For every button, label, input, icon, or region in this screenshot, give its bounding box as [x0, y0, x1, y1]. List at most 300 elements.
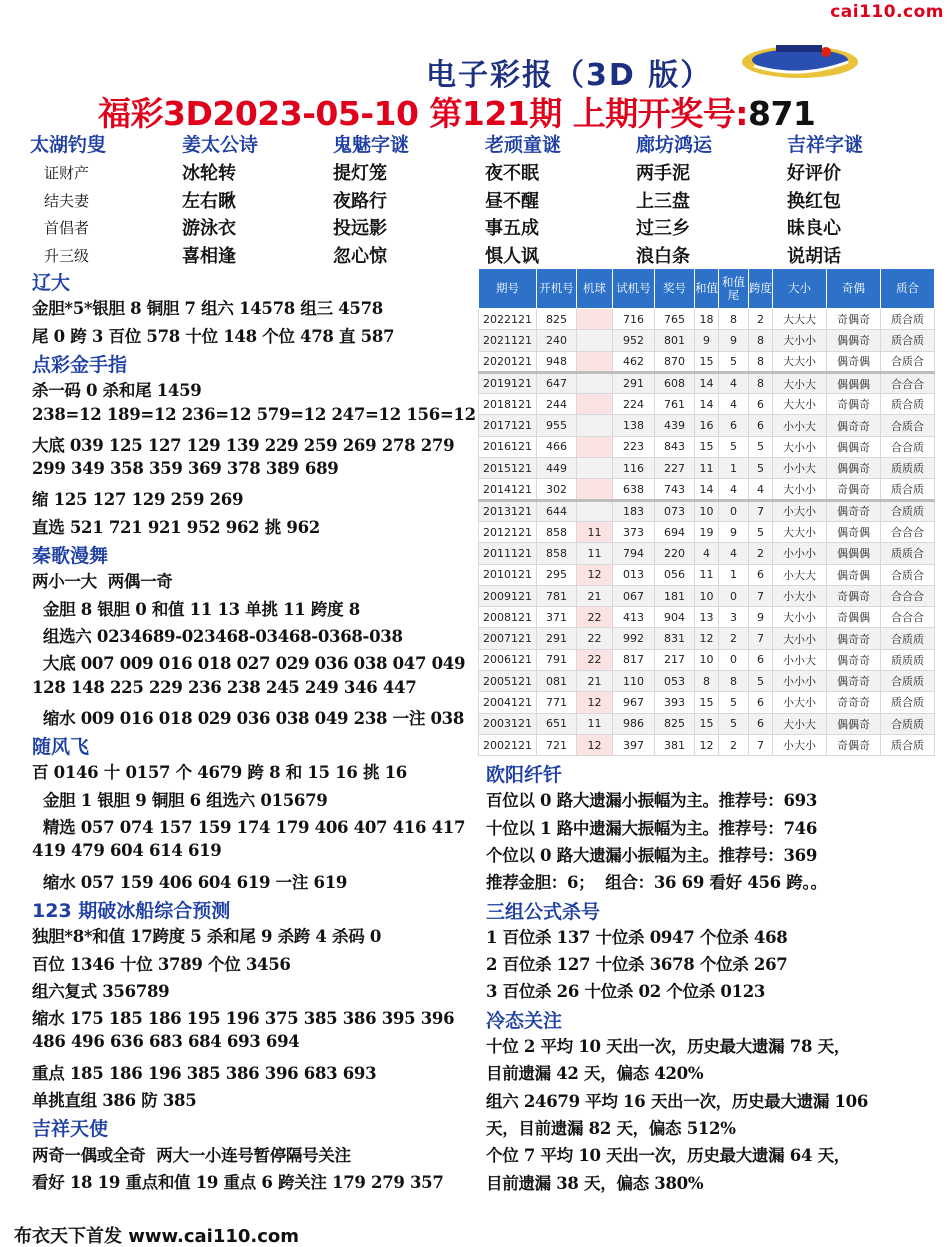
table-cell: 227 — [655, 458, 695, 479]
table-row — [479, 692, 935, 713]
table-cell: 12 — [577, 692, 613, 713]
table-cell: 381 — [655, 734, 695, 755]
table-cell: 6 — [749, 649, 773, 670]
section-line: 尾 0 跨 3 百位 578 十位 148 个位 478 直 587 — [32, 326, 395, 346]
table-cell: 825 — [655, 713, 695, 734]
riddle-item: 首倡者 — [44, 219, 90, 237]
table-cell: 858 — [537, 521, 577, 542]
table-row — [479, 436, 935, 457]
section-header: 点彩金手指 — [32, 353, 128, 376]
table-cell: 651 — [537, 713, 577, 734]
page-title — [98, 88, 815, 135]
table-cell: 8 — [719, 309, 749, 330]
table-cell: 偶偶偶 — [827, 543, 881, 564]
table-cell: 831 — [655, 628, 695, 649]
riddle-item: 证财产 — [44, 164, 90, 182]
riddle-header: 鬼魅字谜 — [333, 134, 410, 156]
table-cell — [577, 394, 613, 415]
table-cell — [577, 351, 613, 372]
section-line: 299 349 358 359 369 378 389 689 — [32, 459, 339, 479]
table-cell: 2015121 — [479, 458, 537, 479]
section-line: 目前遗漏 42 天，偏态 420% — [486, 1064, 704, 1084]
table-cell: 合质质 — [881, 671, 935, 692]
table-row — [479, 564, 935, 585]
table-cell: 奇偶奇 — [827, 585, 881, 606]
table-cell: 244 — [537, 394, 577, 415]
riddle-item: 夜路行 — [333, 190, 387, 212]
table-row — [479, 649, 935, 670]
table-cell: 466 — [537, 436, 577, 457]
table-cell: 奇奇奇 — [827, 692, 881, 713]
table-cell: 638 — [613, 479, 655, 500]
table-cell: 11 — [577, 543, 613, 564]
section-line: 十位以 1 路中遗漏大振幅为主。推荐号：746 — [486, 818, 818, 838]
table-cell: 2021121 — [479, 330, 537, 351]
table-cell: 5 — [719, 692, 749, 713]
table-cell: 8 — [749, 330, 773, 351]
table-cell: 952 — [613, 330, 655, 351]
table-cell: 8 — [749, 351, 773, 372]
table-row — [479, 415, 935, 436]
section-line: 金胆*5*银胆 8 铜胆 7 组六 14578 组三 4578 — [32, 299, 383, 319]
table-cell: 合合合 — [881, 521, 935, 542]
table-cell: 393 — [655, 692, 695, 713]
column-header: 跨度 — [749, 269, 773, 309]
table-cell: 质合质 — [881, 479, 935, 500]
riddle-item: 昼不醒 — [485, 190, 539, 212]
table-cell: 0 — [719, 585, 749, 606]
riddle-item: 喜相逢 — [182, 245, 236, 267]
table-cell: 小大小 — [773, 734, 827, 755]
riddle-header: 姜太公诗 — [182, 134, 259, 156]
table-cell: 053 — [655, 671, 695, 692]
table-cell: 2 — [749, 543, 773, 564]
riddle-item: 昧良心 — [787, 218, 841, 239]
table-cell: 13 — [695, 607, 719, 628]
table-cell: 5 — [749, 436, 773, 457]
table-cell: 843 — [655, 436, 695, 457]
table-cell: 2022121 — [479, 309, 537, 330]
table-cell: 986 — [613, 713, 655, 734]
table-cell: 013 — [613, 564, 655, 585]
table-cell: 9 — [695, 330, 719, 351]
column-header: 大小 — [773, 269, 827, 309]
table-cell: 240 — [537, 330, 577, 351]
column-header: 奇偶 — [827, 269, 881, 309]
table-cell: 质质质 — [881, 458, 935, 479]
table-row — [479, 351, 935, 372]
section-line: 精选 057 074 157 159 174 179 406 407 416 417 — [32, 818, 466, 837]
table-cell: 2008121 — [479, 607, 537, 628]
table-cell: 小小小 — [773, 671, 827, 692]
table-cell: 2012121 — [479, 521, 537, 542]
table-cell: 721 — [537, 734, 577, 755]
table-cell: 大小大 — [773, 372, 827, 393]
table-cell: 295 — [537, 564, 577, 585]
table-cell: 7 — [749, 585, 773, 606]
table-cell: 14 — [695, 479, 719, 500]
table-cell: 2014121 — [479, 479, 537, 500]
table-cell: 781 — [537, 585, 577, 606]
riddle-header: 太湖钓叟 — [30, 134, 107, 156]
table-cell: 7 — [749, 628, 773, 649]
table-row — [479, 372, 935, 393]
table-cell — [577, 309, 613, 330]
table-row — [479, 734, 935, 755]
section-line: 独胆*8*和值 17跨度 5 杀和尾 9 杀跨 4 杀码 0 — [32, 927, 382, 947]
table-cell: 奇偶奇 — [827, 309, 881, 330]
table-cell: 小小大 — [773, 649, 827, 670]
table-cell: 4 — [719, 394, 749, 415]
table-row — [479, 479, 935, 500]
table-cell: 小小小 — [773, 543, 827, 564]
section-line: 金胆 1 银胆 9 铜胆 6 组选六 015679 — [32, 790, 328, 810]
table-cell: 合质质 — [881, 500, 935, 521]
history-table — [478, 268, 935, 756]
table-cell: 948 — [537, 351, 577, 372]
table-cell: 2 — [719, 734, 749, 755]
table-cell: 大大小 — [773, 394, 827, 415]
table-cell: 647 — [537, 372, 577, 393]
table-row — [479, 309, 935, 330]
table-cell: 偶偶奇 — [827, 458, 881, 479]
table-cell: 合质合 — [881, 564, 935, 585]
table-cell: 14 — [695, 372, 719, 393]
riddle-item: 结夫妻 — [44, 191, 90, 210]
table-cell — [577, 436, 613, 457]
table-cell: 小大小 — [773, 500, 827, 521]
table-cell: 大小小 — [773, 628, 827, 649]
table-cell: 6 — [749, 692, 773, 713]
table-cell: 794 — [613, 543, 655, 564]
section-line: 2 百位杀 127 十位杀 3678 个位杀 267 — [486, 955, 788, 975]
table-cell: 397 — [613, 734, 655, 755]
last-draw-number: 871 — [748, 94, 816, 133]
table-cell: 偶奇奇 — [827, 649, 881, 670]
table-cell: 10 — [695, 649, 719, 670]
section-line: 杀一码 0 杀和尾 1459 — [32, 381, 202, 401]
table-cell: 12 — [695, 734, 719, 755]
table-cell: 2020121 — [479, 351, 537, 372]
footer-text: 布衣天下首发 www.cai110.com — [14, 1226, 300, 1247]
section-header: 辽大 — [32, 272, 71, 294]
table-cell — [577, 500, 613, 521]
table-cell: 413 — [613, 607, 655, 628]
table-cell: 2005121 — [479, 671, 537, 692]
table-cell: 奇偶偶 — [827, 607, 881, 628]
table-cell: 大小大 — [773, 713, 827, 734]
table-cell: 质质合 — [881, 543, 935, 564]
table-cell: 2006121 — [479, 649, 537, 670]
section-header: 123 期破冰船综合预测 — [32, 899, 231, 922]
section-line: 百位 1346 十位 3789 个位 3456 — [32, 954, 291, 974]
table-cell: 825 — [537, 309, 577, 330]
table-cell — [577, 330, 613, 351]
riddle-header: 吉祥字谜 — [787, 134, 864, 156]
table-cell: 449 — [537, 458, 577, 479]
table-cell: 6 — [749, 713, 773, 734]
table-cell: 22 — [577, 628, 613, 649]
riddle-item: 左右瞅 — [182, 190, 236, 212]
table-cell: 偶偶奇 — [827, 330, 881, 351]
table-cell: 462 — [613, 351, 655, 372]
column-header: 试机号 — [613, 269, 655, 309]
table-cell: 224 — [613, 394, 655, 415]
section-header: 欧阳纤钎 — [486, 764, 563, 786]
section-line: 238=12 189=12 236=12 579=12 247=12 156=12 — [32, 404, 476, 424]
table-cell: 15 — [695, 692, 719, 713]
table-row — [479, 628, 935, 649]
table-cell: 608 — [655, 372, 695, 393]
table-cell: 18 — [695, 309, 719, 330]
section-line: 个位 7 平均 10 天出一次，历史最大遗漏 64 天， — [486, 1146, 850, 1166]
table-cell: 6 — [749, 564, 773, 585]
table-cell: 合质质 — [881, 713, 935, 734]
column-header: 质合 — [881, 269, 935, 309]
table-cell: 质合质 — [881, 394, 935, 415]
table-cell: 21 — [577, 671, 613, 692]
table-cell: 1 — [719, 564, 749, 585]
section-line: 大底 039 125 127 129 139 229 259 269 278 279 — [32, 435, 455, 455]
table-cell: 小大小 — [773, 585, 827, 606]
table-cell: 2013121 — [479, 500, 537, 521]
table-cell: 5 — [719, 713, 749, 734]
riddle-header: 老顽童谜 — [485, 134, 562, 156]
riddle-item: 说胡话 — [787, 245, 841, 267]
section-line: 单挑直组 386 防 385 — [32, 1091, 197, 1110]
table-cell: 6 — [719, 415, 749, 436]
table-cell: 小大大 — [773, 564, 827, 585]
table-cell: 质质质 — [881, 649, 935, 670]
table-row — [479, 713, 935, 734]
column-header: 奖号 — [655, 269, 695, 309]
table-cell: 合合质 — [881, 436, 935, 457]
riddle-item: 投远影 — [333, 218, 387, 239]
table-cell: 合质质 — [881, 628, 935, 649]
lottery-logo-icon — [740, 40, 860, 82]
table-cell: 9 — [719, 521, 749, 542]
section-line: 486 496 636 683 684 693 694 — [32, 1032, 300, 1052]
table-cell: 12 — [577, 734, 613, 755]
table-cell: 大小小 — [773, 607, 827, 628]
section-header: 冷态关注 — [486, 1009, 563, 1032]
table-cell: 817 — [613, 649, 655, 670]
section-line: 目前遗漏 38 天，偏态 380% — [486, 1173, 704, 1193]
section-line: 缩水 057 159 406 604 619 一注 619 — [32, 872, 348, 892]
table-cell: 5 — [749, 458, 773, 479]
table-cell: 偶奇偶 — [827, 564, 881, 585]
table-cell: 217 — [655, 649, 695, 670]
table-cell: 6 — [749, 394, 773, 415]
riddle-item: 换红包 — [787, 190, 841, 212]
column-header: 机球 — [577, 269, 613, 309]
column-header: 和值 — [695, 269, 719, 309]
table-cell — [577, 415, 613, 436]
table-cell: 761 — [655, 394, 695, 415]
table-cell: 6 — [749, 415, 773, 436]
section-line: 推荐金胆：6； 组合：36 69 看好 456 跨。。 — [486, 873, 827, 893]
title-text: 福彩3D2023-05-10 第121期 上期开奖号: — [98, 94, 748, 133]
table-cell: 955 — [537, 415, 577, 436]
riddle-item: 过三乡 — [636, 218, 690, 239]
table-cell: 1 — [719, 458, 749, 479]
table-cell: 8 — [719, 671, 749, 692]
section-line: 1 百位杀 137 十位杀 0947 个位杀 468 — [486, 927, 788, 947]
table-cell: 11 — [577, 521, 613, 542]
table-cell: 19 — [695, 521, 719, 542]
table-cell: 质合质 — [881, 309, 935, 330]
section-line: 百位以 0 路大遗漏小振幅为主。推荐号：693 — [486, 791, 818, 811]
table-cell: 5 — [749, 521, 773, 542]
table-cell: 220 — [655, 543, 695, 564]
table-cell: 11 — [577, 713, 613, 734]
table-cell: 2 — [749, 309, 773, 330]
table-cell: 073 — [655, 500, 695, 521]
table-cell: 14 — [695, 394, 719, 415]
table-cell: 奇偶奇 — [827, 479, 881, 500]
riddle-item: 好评价 — [787, 163, 841, 184]
section-line: 百 0146 十 0157 个 4679 跨 8 和 15 16 挑 16 — [32, 763, 407, 783]
table-cell: 2002121 — [479, 734, 537, 755]
section-line: 个位以 0 路大遗漏小振幅为主。推荐号：369 — [486, 845, 818, 865]
table-cell: 15 — [695, 436, 719, 457]
table-cell: 743 — [655, 479, 695, 500]
table-cell: 5 — [749, 671, 773, 692]
table-cell: 858 — [537, 543, 577, 564]
table-cell: 439 — [655, 415, 695, 436]
table-cell: 8 — [695, 671, 719, 692]
table-cell: 904 — [655, 607, 695, 628]
section-line: 重点 185 186 196 385 386 396 683 693 — [32, 1063, 377, 1083]
site-watermark: cai110.com — [830, 2, 944, 22]
riddle-item: 事五成 — [485, 218, 539, 239]
table-cell: 大大小 — [773, 351, 827, 372]
section-line: 缩水 009 016 018 029 036 038 049 238 一注 038 — [32, 708, 465, 728]
table-row — [479, 394, 935, 415]
table-cell — [577, 479, 613, 500]
section-line: 128 148 225 229 236 238 245 249 346 447 — [32, 677, 417, 697]
table-cell: 181 — [655, 585, 695, 606]
table-cell: 12 — [577, 564, 613, 585]
section-line: 看好 18 19 重点和值 19 重点 6 跨关注 179 279 357 — [32, 1172, 444, 1192]
table-cell: 2004121 — [479, 692, 537, 713]
section-line: 组六复式 356789 — [32, 981, 170, 1001]
table-cell: 992 — [613, 628, 655, 649]
table-cell: 870 — [655, 351, 695, 372]
table-cell: 质合质 — [881, 330, 935, 351]
table-cell: 373 — [613, 521, 655, 542]
table-cell: 110 — [613, 671, 655, 692]
riddle-item: 游泳衣 — [182, 218, 236, 239]
table-cell: 15 — [695, 351, 719, 372]
riddle-item: 冰轮转 — [182, 163, 236, 184]
section-line: 组选六 0234689-023468-03468-0368-038 — [32, 626, 403, 646]
table-cell: 偶奇奇 — [827, 415, 881, 436]
table-cell: 765 — [655, 309, 695, 330]
table-cell: 4 — [749, 479, 773, 500]
table-cell: 偶奇偶 — [827, 351, 881, 372]
table-cell: 合合合 — [881, 607, 935, 628]
table-cell: 偶奇奇 — [827, 628, 881, 649]
table-cell: 056 — [655, 564, 695, 585]
table-cell: 291 — [613, 372, 655, 393]
section-line: 缩水 175 185 186 195 196 375 385 386 395 396 — [32, 1009, 455, 1029]
table-cell: 3 — [719, 607, 749, 628]
table-cell: 0 — [719, 500, 749, 521]
table-body — [479, 309, 935, 756]
section-header: 三组公式杀号 — [486, 900, 601, 923]
table-cell: 4 — [695, 543, 719, 564]
table-row — [479, 543, 935, 564]
section-line: 金胆 8 银胆 0 和值 11 13 单挑 11 跨度 8 — [32, 599, 360, 619]
table-cell: 11 — [695, 458, 719, 479]
section-line: 419 479 604 614 619 — [32, 841, 222, 861]
table-cell: 791 — [537, 649, 577, 670]
table-row — [479, 607, 935, 628]
riddle-item: 提灯笼 — [333, 163, 387, 184]
table-cell: 16 — [695, 415, 719, 436]
section-header: 随风飞 — [32, 736, 90, 759]
section-line: 3 百位杀 26 十位杀 02 个位杀 0123 — [486, 982, 766, 1002]
table-cell: 22 — [577, 607, 613, 628]
table-row — [479, 671, 935, 692]
section-header: 秦歌漫舞 — [32, 545, 109, 567]
table-cell: 2010121 — [479, 564, 537, 585]
table-cell: 小大小 — [773, 692, 827, 713]
table-cell: 2018121 — [479, 394, 537, 415]
table-cell: 644 — [537, 500, 577, 521]
riddle-item: 惧人讽 — [485, 245, 539, 267]
table-cell: 2003121 — [479, 713, 537, 734]
table-cell: 12 — [695, 628, 719, 649]
table-cell: 2 — [719, 628, 749, 649]
section-header: 吉祥天使 — [32, 1118, 109, 1141]
table-cell: 223 — [613, 436, 655, 457]
riddle-item: 升三级 — [44, 246, 90, 265]
table-cell: 合合合 — [881, 585, 935, 606]
table-cell: 10 — [695, 585, 719, 606]
table-cell: 5 — [719, 436, 749, 457]
table-cell: 大小小 — [773, 436, 827, 457]
riddle-item: 上三盘 — [636, 190, 690, 212]
table-row — [479, 585, 935, 606]
table-cell: 2019121 — [479, 372, 537, 393]
section-line: 十位 2 平均 10 天出一次，历史最大遗漏 78 天， — [486, 1037, 850, 1056]
table-cell: 小小大 — [773, 458, 827, 479]
riddle-header: 廊坊鸿运 — [636, 134, 713, 156]
table-cell: 302 — [537, 479, 577, 500]
table-cell: 偶奇奇 — [827, 671, 881, 692]
section-line: 天，目前遗漏 82 天，偏态 512% — [486, 1118, 736, 1138]
table-cell: 质合质 — [881, 734, 935, 755]
column-header: 和值尾 — [719, 269, 749, 309]
table-cell: 967 — [613, 692, 655, 713]
table-cell: 15 — [695, 713, 719, 734]
table-cell: 4 — [719, 543, 749, 564]
table-cell: 11 — [695, 564, 719, 585]
table-cell: 合合合 — [881, 372, 935, 393]
table-cell: 067 — [613, 585, 655, 606]
table-cell: 801 — [655, 330, 695, 351]
section-line: 缩 125 127 129 259 269 — [32, 490, 244, 510]
table-cell: 081 — [537, 671, 577, 692]
table-cell: 716 — [613, 309, 655, 330]
table-header-row — [479, 269, 935, 309]
table-cell: 4 — [719, 372, 749, 393]
table-cell: 771 — [537, 692, 577, 713]
table-cell: 116 — [613, 458, 655, 479]
table-cell: 9 — [719, 330, 749, 351]
